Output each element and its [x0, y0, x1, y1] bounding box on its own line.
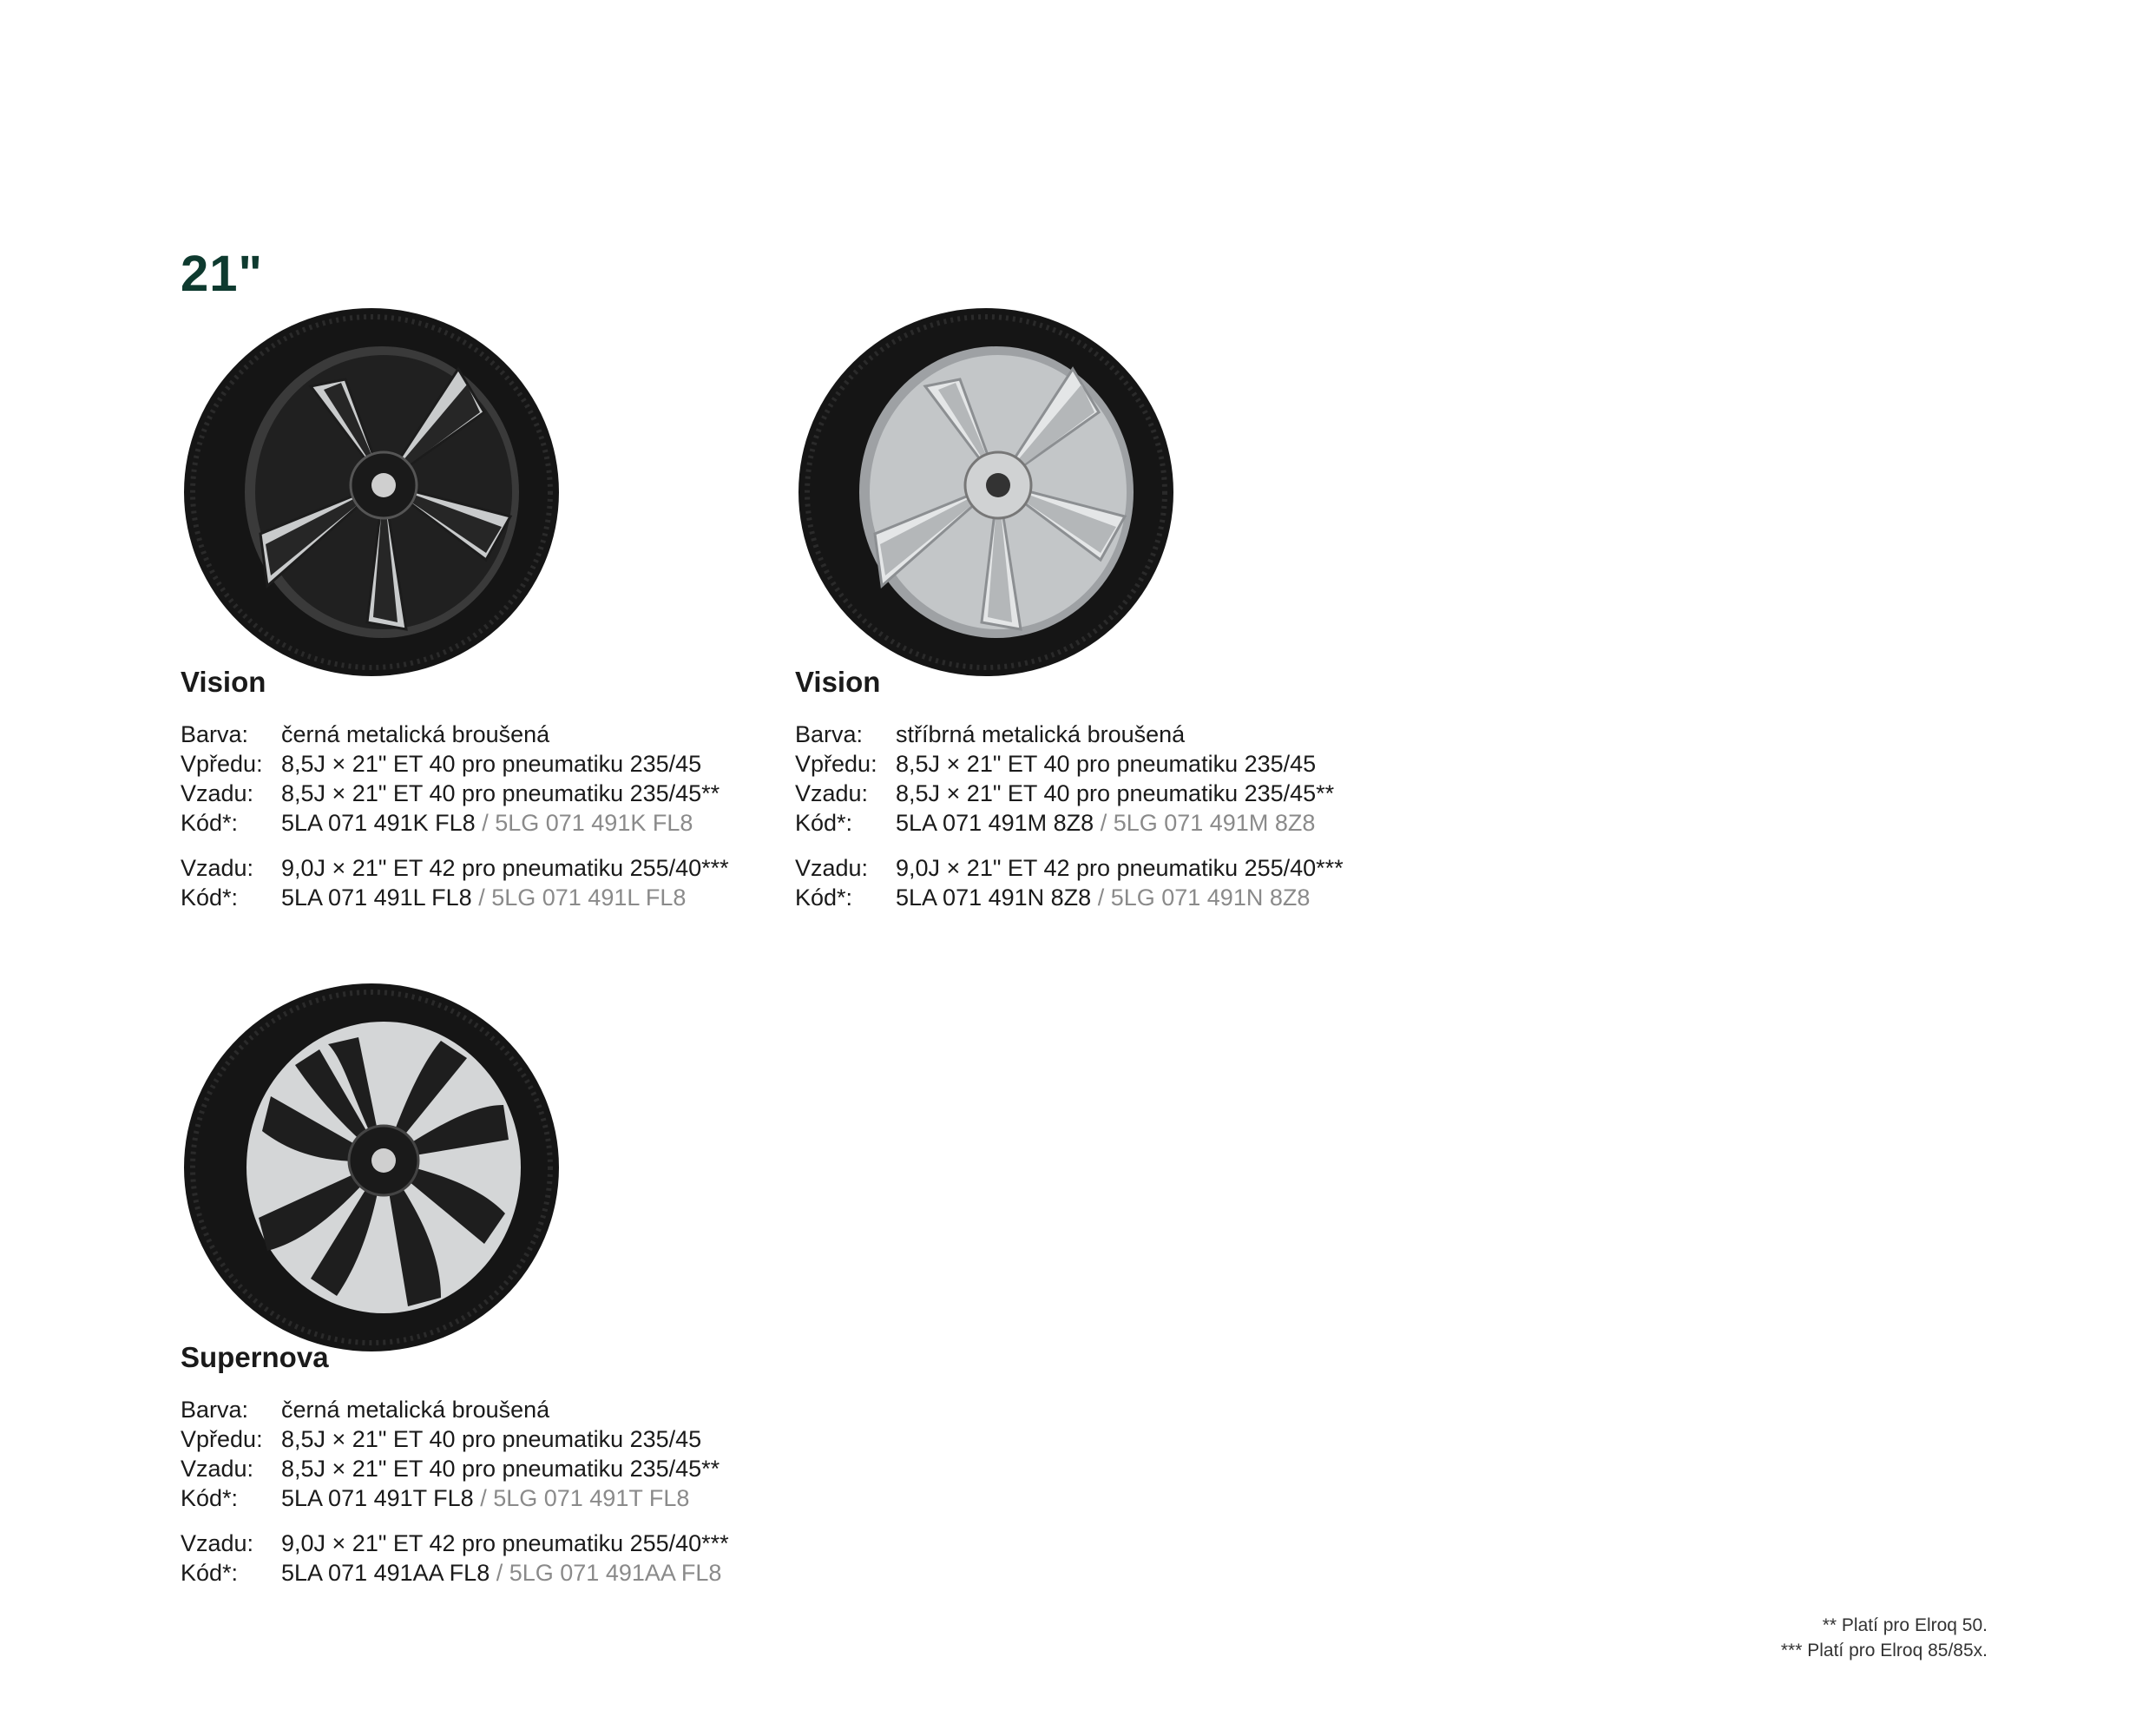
spec-label: Vzadu:	[181, 1456, 254, 1482]
spec-row-code	[795, 808, 1420, 838]
spec-label: Vpředu:	[181, 751, 263, 777]
spec-alt-code: / 5LG 071 491T FL8	[480, 1485, 690, 1511]
footnotes	[1781, 1613, 1988, 1663]
spec-value: 5LA 071 491T FL8	[281, 1485, 474, 1511]
wheel-vision-black-illustration	[181, 299, 562, 681]
spec-list	[181, 1395, 805, 1588]
spec-label: Vzadu:	[795, 855, 869, 881]
spec-row-color	[795, 720, 1420, 749]
wheel-name: Vision	[181, 666, 266, 698]
spec-alt-code: / 5LG 071 491AA FL8	[496, 1560, 722, 1586]
spec-row-rear	[795, 779, 1420, 808]
wheel-name: Vision	[795, 666, 881, 698]
spec-value: 8,5J × 21" ET 40 pro pneumatiku 235/45	[281, 751, 702, 777]
wheel-image	[181, 975, 562, 1357]
spec-row-code	[181, 808, 805, 838]
spec-value: 5LA 071 491M 8Z8	[896, 810, 1094, 836]
spec-row-rear	[181, 779, 805, 808]
spec-row-front	[795, 749, 1420, 779]
spec-value: 8,5J × 21" ET 40 pro pneumatiku 235/45**	[896, 780, 1335, 806]
spec-row-code-alt	[181, 1558, 805, 1588]
spec-row-rear-alt	[795, 853, 1420, 883]
spec-label: Vzadu:	[181, 855, 254, 881]
spec-value: 8,5J × 21" ET 40 pro pneumatiku 235/45	[896, 751, 1317, 777]
spec-label: Vpředu:	[795, 751, 877, 777]
spec-row-code	[181, 1483, 805, 1513]
spec-row-code-alt	[181, 883, 805, 912]
spec-row-rear-alt	[181, 853, 805, 883]
spec-value: 5LA 071 491AA FL8	[281, 1560, 490, 1586]
spec-value: černá metalická broušená	[281, 721, 550, 747]
spec-label: Kód*:	[181, 884, 239, 911]
wheel-image	[795, 299, 1177, 681]
spec-row-front	[181, 1424, 805, 1454]
spec-label: Kód*:	[181, 1560, 239, 1586]
spec-value: 9,0J × 21" ET 42 pro pneumatiku 255/40***	[281, 1530, 729, 1556]
spec-label: Barva:	[181, 1397, 249, 1423]
spec-alt-code: / 5LG 071 491M 8Z8	[1100, 810, 1316, 836]
spec-value: 9,0J × 21" ET 42 pro pneumatiku 255/40***	[896, 855, 1344, 881]
wheel-image	[181, 299, 562, 681]
spec-row-code-alt	[795, 883, 1420, 912]
spec-row-color	[181, 720, 805, 749]
spec-row-rear-alt	[181, 1529, 805, 1558]
wheel-name: Supernova	[181, 1341, 329, 1373]
spec-alt-code: / 5LG 071 491K FL8	[482, 810, 693, 836]
spec-label: Vzadu:	[181, 1530, 254, 1556]
spec-row-front	[181, 749, 805, 779]
spec-value: 8,5J × 21" ET 40 pro pneumatiku 235/45**	[281, 1456, 720, 1482]
spec-row-color	[181, 1395, 805, 1424]
spec-list	[181, 720, 805, 912]
size-heading: 21"	[181, 246, 264, 302]
spec-label: Vzadu:	[795, 780, 869, 806]
footnote: *** Platí pro Elroq 85/85x.	[1780, 1641, 1988, 1660]
spec-value: 5LA 071 491N 8Z8	[896, 884, 1092, 911]
wheel-vision-silver-illustration	[795, 299, 1177, 681]
spec-label: Barva:	[181, 721, 249, 747]
spec-label: Vzadu:	[181, 780, 254, 806]
footnote: ** Platí pro Elroq 50.	[1822, 1615, 1988, 1635]
spec-value: 5LA 071 491K FL8	[281, 810, 476, 836]
wheel-supernova-illustration	[181, 975, 562, 1357]
spec-label: Kód*:	[181, 810, 239, 836]
spec-value: stříbrná metalická broušená	[896, 721, 1186, 747]
spec-label: Vpředu:	[181, 1426, 263, 1452]
spec-value: 5LA 071 491L FL8	[281, 884, 472, 911]
spec-label: Kód*:	[795, 810, 853, 836]
spec-row-rear	[181, 1454, 805, 1483]
spec-label: Kód*:	[795, 884, 853, 911]
spec-value: 9,0J × 21" ET 42 pro pneumatiku 255/40***	[281, 855, 729, 881]
spec-label: Barva:	[795, 721, 864, 747]
spec-value: černá metalická broušená	[281, 1397, 550, 1423]
spec-value: 8,5J × 21" ET 40 pro pneumatiku 235/45**	[281, 780, 720, 806]
spec-label: Kód*:	[181, 1485, 239, 1511]
spec-list	[795, 720, 1420, 912]
spec-value: 8,5J × 21" ET 40 pro pneumatiku 235/45	[281, 1426, 702, 1452]
spec-alt-code: / 5LG 071 491L FL8	[478, 884, 687, 911]
spec-alt-code: / 5LG 071 491N 8Z8	[1097, 884, 1311, 911]
